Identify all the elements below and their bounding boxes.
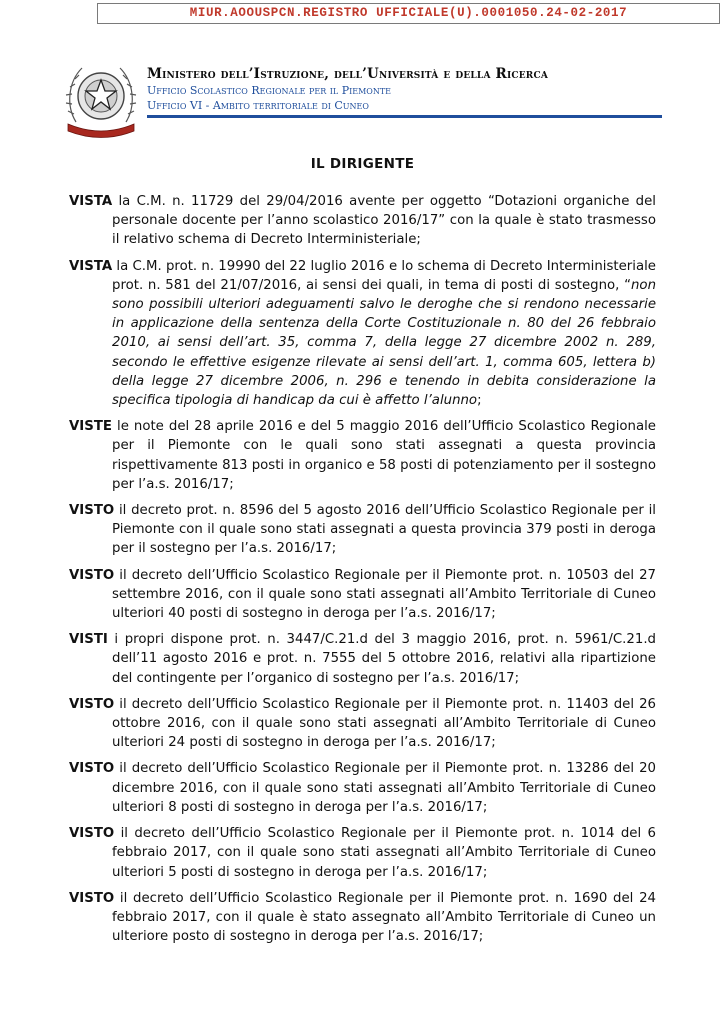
territorial-office: Ufficio VI - Ambito territoriale di Cuneo [147,99,369,112]
paragraph-10 [69,889,656,947]
paragraph-keyword: VISTI [69,632,108,648]
ministry-name: Ministero dell’Istruzione, dell’Università e della Ricerca [147,66,549,82]
document-body [69,192,656,953]
paragraph-4 [69,501,656,559]
paragraph-keyword: VISTO [69,567,115,583]
document-title: IL DIRIGENTE [310,156,415,172]
paragraph-5 [69,566,656,624]
paragraph-keyword: VISTA [69,194,113,209]
paragraph-text: il decreto dell’Ufficio Scolastico Regionale per il Piemonte prot. n. 1014 del 6 febbraio 2017, con il quale sono stati assegnati all’Ambito Territoriale di Cuneo ulteriori 5 posti di sostegno in deroga per l’a.s. 2016/17; [112,826,656,880]
quoted-text: non sono possibili ulteriori adeguamenti salvo le deroghe che si rendono necessarie in applicazione della sentenza della Corte Costituzionale n. 80 del 26 febbraio 2010, ai sensi dell’art. 35, comma 7, della legge 27 dicembre 2002 n. 289, secondo le effettive esigenze rilevate ai sensi dell’art. 1, comma 605, lettera b) della legge 27 dicembre 2006, n. 296 e tenendo in debita considerazione la specifica tipologia di handicap da cui è affetto l’alunno [112,277,656,409]
header-divider [147,115,662,118]
paragraph-text: i propri dispone prot. n. 3447/C.21.d del 3 maggio 2016, prot. n. 5961/C.21.d dell’11 agosto 2016 e prot. n. 7555 del 5 ottobre 2016, relativi alla ripartizione del contingente per l’organico di sostegno per l’a.s. 2016/17; [107,632,656,686]
paragraph-8 [69,759,656,817]
paragraph-6 [69,630,656,688]
paragraph-text: la C.M. prot. n. 19990 del 22 luglio 2016 e lo schema di Decreto Interministeriale prot. n. 581 del 21/07/2016, ai sensi dei quali, in tema di posti di sostegno, “ [112,258,656,293]
paragraph-9 [69,824,656,882]
paragraph-keyword: VISTA [69,258,113,274]
protocol-stamp: MIUR.AOOUSPCN.REGISTRO UFFICIALE(U).0001050.24-02-2017 [97,3,720,24]
paragraph-keyword: VISTE [69,419,112,435]
paragraph-text: il decreto prot. n. 8596 del 5 agosto 2016 dell’Ufficio Scolastico Regionale per il Piemonte con il quale sono stati assegnati a questa provincia 379 posti in deroga per il sostegno per l’a.s. 2016/17; [112,503,656,557]
ministry-header [147,66,662,113]
italian-republic-emblem-icon [64,58,138,140]
paragraph-text: le note del 28 aprile 2016 e del 5 maggio 2016 dell’Ufficio Scolastico Regionale per il Piemonte con le quali sono stati assegnati a questa provincia rispettivamente 813 posti in organico e 58 posti di potenziamento per il sostegno per l’a.s. 2016/17; [111,419,656,492]
regional-office: Ufficio Scolastico Regionale per il Piemonte [147,84,392,97]
paragraph-text: il decreto dell’Ufficio Scolastico Regionale per il Piemonte prot. n. 1690 del 24 febbraio 2017, con il quale è stato assegnato all’Ambito Territoriale di Cuneo un ulteriore posto di sostegno in deroga per l’a.s. 2016/17; [112,890,656,945]
paragraph-keyword: VISTO [69,890,115,906]
paragraph-7 [69,695,656,753]
paragraph-keyword: VISTO [69,503,115,519]
paragraph-keyword: VISTO [69,761,115,777]
paragraph-2 [69,257,656,411]
paragraph-keyword: VISTO [69,696,115,712]
paragraph-3 [69,417,656,494]
paragraph-text: la C.M. n. 11729 del 29/04/2016 avente per oggetto “Dotazioni organiche del personale docente per l’anno scolastico 2016/17” con la quale è stato trasmesso il relativo schema di Decreto Interministeriale; [112,194,656,248]
paragraph-tail: ; [477,393,482,409]
paragraph-1 [69,192,656,250]
paragraph-keyword: VISTO [69,826,115,842]
paragraph-text: il decreto dell’Ufficio Scolastico Regionale per il Piemonte prot. n. 10503 del 27 settembre 2016, con il quale sono stati assegnati all’Ambito Territoriale di Cuneo ulteriori 40 posti di sostegno in deroga per l’a.s. 2016/17; [112,567,656,622]
paragraph-text: il decreto dell’Ufficio Scolastico Regionale per il Piemonte prot. n. 13286 del 20 dicembre 2016, con il quale sono stati assegnati all’Ambito Territoriale di Cuneo ulteriori 8 posti di sostegno in deroga per l’a.s. 2016/17; [112,761,656,815]
paragraph-text: il decreto dell’Ufficio Scolastico Regionale per il Piemonte prot. n. 11403 del 26 ottobre 2016, con il quale sono stati assegnati all’Ambito Territoriale di Cuneo ulteriori 24 posti di sostegno in deroga per l’a.s. 2016/17; [112,696,656,751]
